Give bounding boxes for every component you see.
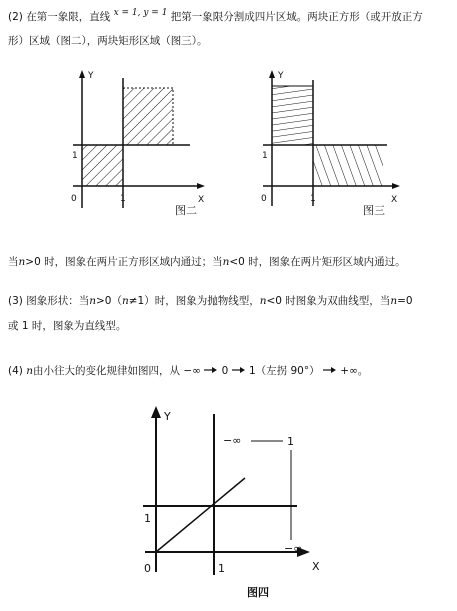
text: 形）区域（图二），两块矩形区域（图三）。 [8,35,208,47]
text: >0 时，图象在两片正方形区域内通过；当 [25,256,223,268]
text: 0 [221,365,229,377]
top-one-label: 1 [287,435,294,448]
x-axis-label: X [312,560,320,573]
text: ≠1）时，图象为抛物线型， [128,295,260,307]
variable-n: n [222,256,230,268]
text: 把第一象限分割成四片区域。两块正方形（或开放正方 [170,11,423,23]
y-axis-label: Y [88,71,94,81]
y-arrow-icon [269,70,275,78]
variable-n: n [259,295,267,307]
figure-2 [55,68,205,223]
lower-right-rectangle [313,145,383,186]
paragraph-2-line-1 [8,6,423,29]
x-tick-1: 1 [218,562,225,575]
x-tick-1: 1 [120,194,126,204]
y-axis-label: Y [278,71,284,81]
text: 1（左拐 90°） [248,365,320,377]
upper-right-region [123,88,173,145]
equation: x = 1, y = 1 [113,8,168,18]
variable-n: n [18,256,26,268]
paragraph-2-line-2 [8,30,208,52]
figure-4 [135,400,335,605]
text: >0（ [95,295,122,307]
origin-label: 0 [71,194,77,204]
right-arrow-icon [323,365,337,375]
right-arrow-icon [204,365,218,375]
x-arrow-icon [197,183,205,189]
origin-label: 0 [261,194,267,204]
text: (3) 图象形状：当 [8,295,90,307]
paragraph-n-sign [8,251,406,273]
line-y-equals-x [156,478,245,552]
variable-n: n [89,295,96,307]
top-neg-infinity-label: −∞ [223,434,242,447]
y-tick-1: 1 [144,512,151,525]
x-tick-1: 1 [310,194,316,204]
variable-n: n [390,295,398,307]
right-arrow-icon [232,365,246,375]
text: <0 时，图象在两片矩形区域内通过。 [229,256,406,268]
right-neg-infinity-label: −∞ [284,542,303,555]
variable-n: n [26,365,33,377]
x-arrow-icon [392,183,400,189]
paragraph-3-line-2 [8,315,126,337]
text: (4) [8,365,23,377]
paragraph-3-line-1 [8,290,413,312]
figure-3-caption: 图三 [363,204,385,217]
paragraph-4 [8,360,368,382]
text: 当 [8,256,19,268]
figure-3 [245,68,405,223]
origin-label: 0 [144,562,151,575]
x-axis-label: X [391,195,398,205]
variable-n: n [121,295,129,307]
figure-2-caption: 图二 [175,204,197,217]
text: (2) 在第一象限，直线 [8,11,111,23]
y-arrow-icon [79,70,85,78]
text: 由小往大的变化规律如图四，从 −∞ [32,365,201,377]
y-tick-1: 1 [72,151,78,161]
text: =0 [397,295,413,307]
text: +∞。 [340,365,369,377]
text: <0 时图象为双曲线型，当 [266,295,391,307]
y-arrow-icon [151,406,161,418]
upper-left-rectangle [272,86,313,145]
text: 或 1 时，图象为直线型。 [8,320,127,332]
y-tick-1: 1 [262,151,268,161]
x-axis-label: X [198,195,205,205]
lower-left-square [82,145,123,186]
y-axis-label: Y [164,410,171,423]
figure-4-caption: 图四 [247,586,269,599]
